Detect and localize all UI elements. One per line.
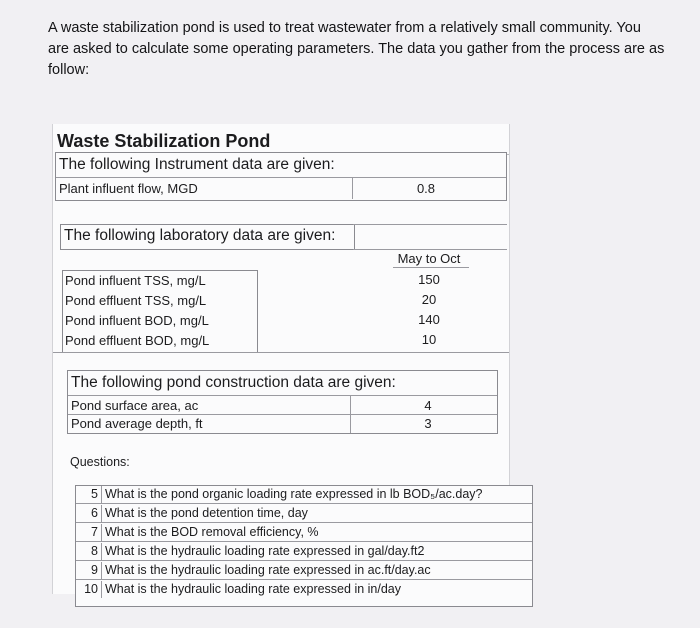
instrument-row-value: 0.8 (416, 181, 436, 196)
lab-data-table (62, 270, 258, 353)
lab-heading: The following laboratory data are given: (64, 227, 336, 244)
question-row (76, 562, 532, 580)
questions-label: Questions: (70, 455, 130, 469)
question-number: 9 (76, 562, 102, 579)
construction-row-label: Pond average depth, ft (71, 416, 203, 431)
lab-heading-box (60, 224, 355, 250)
lab-row-value: 140 (418, 312, 440, 327)
construction-row-value: 4 (424, 398, 432, 413)
question-number: 8 (76, 543, 102, 560)
question-row (76, 486, 532, 504)
sheet-title: Waste Stabilization Pond (55, 128, 509, 155)
intro-line-1: A waste stabilization pond is used to treat wastewater from a relatively small community. You (48, 20, 641, 36)
intro-line-2: are asked to calculate some operating parameters. The data you gather from the process are as (48, 41, 665, 57)
instrument-data-table (55, 152, 507, 201)
lab-row-label: Pond effluent TSS, mg/L (65, 293, 207, 308)
lab-row-label: Pond influent TSS, mg/L (65, 273, 206, 288)
lab-row-value: 10 (421, 332, 437, 347)
question-number: 10 (76, 581, 102, 598)
construction-row-label: Pond surface area, ac (71, 398, 199, 413)
question-row (76, 505, 532, 523)
construction-row-value: 3 (424, 416, 432, 431)
questions-table (75, 485, 533, 607)
lab-column-heading: May to Oct (397, 251, 461, 266)
question-row (76, 524, 532, 542)
question-text: What is the hydraulic loading rate expressed in in/day (105, 582, 401, 596)
question-text: What is the hydraulic loading rate expressed in gal/day.ft2 (105, 544, 425, 558)
intro-line-3: follow: (48, 62, 90, 78)
lab-row-value: 150 (418, 272, 440, 287)
intro-paragraph (48, 18, 678, 81)
question-text: What is the BOD removal efficiency, % (105, 525, 319, 539)
lab-row-label: Pond influent BOD, mg/L (65, 313, 209, 328)
question-number: 5 (76, 486, 102, 503)
lab-row-value: 20 (421, 292, 437, 307)
question-text: What is the pond detention time, day (105, 506, 308, 520)
construction-data-table (67, 370, 498, 434)
instrument-heading: The following Instrument data are given: (59, 156, 335, 173)
construction-heading: The following pond construction data are given: (71, 374, 396, 391)
question-text: What is the hydraulic loading rate expressed in ac.ft/day.ac (105, 563, 431, 577)
question-row (76, 581, 532, 598)
question-number: 6 (76, 505, 102, 522)
instrument-row-label: Plant influent flow, MGD (59, 181, 198, 196)
question-row (76, 543, 532, 561)
question-number: 7 (76, 524, 102, 541)
lab-row-label: Pond effluent BOD, mg/L (65, 333, 210, 348)
question-text: What is the pond organic loading rate expressed in lb BOD₅/ac.day? (105, 487, 483, 501)
